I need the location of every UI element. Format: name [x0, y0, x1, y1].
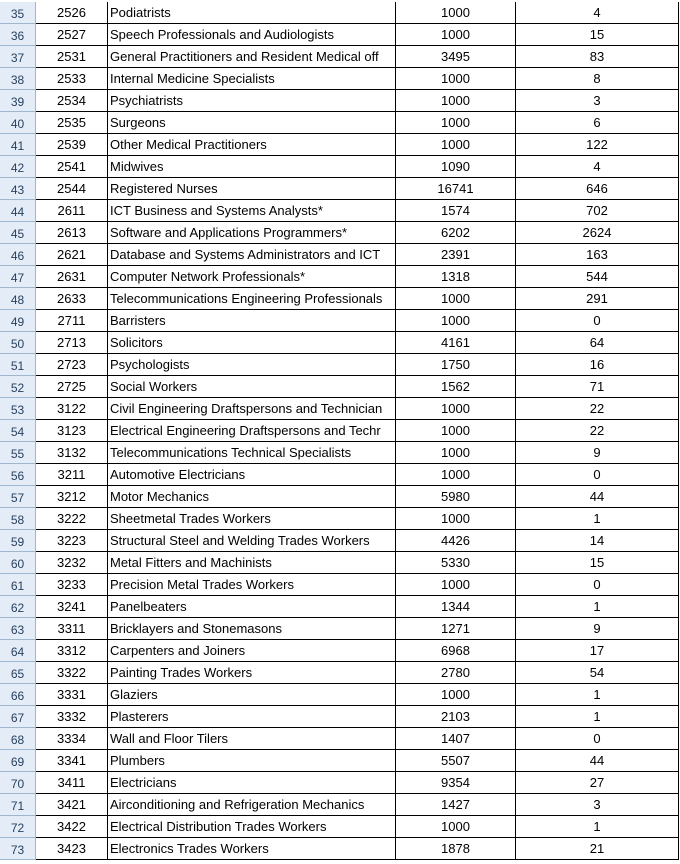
ceiling-value-cell[interactable]: 16741 — [396, 178, 516, 200]
ceiling-value-cell[interactable]: 5330 — [396, 552, 516, 574]
occupation-code-cell[interactable]: 2725 — [36, 376, 108, 398]
occupation-code-cell[interactable]: 2621 — [36, 244, 108, 266]
occupation-name-cell[interactable]: Precision Metal Trades Workers — [108, 574, 396, 596]
occupation-code-cell[interactable]: 3423 — [36, 838, 108, 860]
count-value-cell[interactable]: 64 — [516, 332, 679, 354]
table-row — [0, 46, 680, 68]
row-header[interactable]: 64 — [0, 640, 36, 662]
ceiling-value-cell[interactable]: 1000 — [396, 574, 516, 596]
table-row — [0, 464, 680, 486]
row-header[interactable]: 49 — [0, 310, 36, 332]
ceiling-value-cell[interactable]: 2391 — [396, 244, 516, 266]
occupation-name-cell[interactable]: Solicitors — [108, 332, 396, 354]
count-value-cell[interactable]: 6 — [516, 112, 679, 134]
table-row — [0, 486, 680, 508]
row-header[interactable]: 63 — [0, 618, 36, 640]
occupation-code-cell[interactable]: 3311 — [36, 618, 108, 640]
ceiling-value-cell[interactable]: 1090 — [396, 156, 516, 178]
ceiling-value-cell[interactable]: 1000 — [396, 442, 516, 464]
row-header[interactable]: 67 — [0, 706, 36, 728]
count-value-cell[interactable]: 2624 — [516, 222, 679, 244]
count-value-cell[interactable]: 122 — [516, 134, 679, 156]
occupation-code-cell[interactable]: 2534 — [36, 90, 108, 112]
table-row — [0, 596, 680, 618]
count-value-cell[interactable]: 0 — [516, 464, 679, 486]
ceiling-value-cell[interactable]: 1562 — [396, 376, 516, 398]
occupation-name-cell[interactable]: Wall and Floor Tilers — [108, 728, 396, 750]
ceiling-value-cell[interactable]: 1000 — [396, 816, 516, 838]
table-row — [0, 618, 680, 640]
row-header[interactable]: 61 — [0, 574, 36, 596]
occupation-code-cell[interactable]: 2711 — [36, 310, 108, 332]
table-row — [0, 552, 680, 574]
count-value-cell[interactable]: 1 — [516, 816, 679, 838]
occupation-code-cell[interactable]: 2539 — [36, 134, 108, 156]
ceiling-value-cell[interactable]: 1000 — [396, 288, 516, 310]
occupation-name-cell[interactable]: Automotive Electricians — [108, 464, 396, 486]
ceiling-value-cell[interactable]: 1000 — [396, 508, 516, 530]
occupation-code-cell[interactable]: 2611 — [36, 200, 108, 222]
occupation-code-cell[interactable]: 2631 — [36, 266, 108, 288]
occupation-code-cell[interactable]: 3123 — [36, 420, 108, 442]
occupation-name-cell[interactable]: Midwives — [108, 156, 396, 178]
table-row — [0, 530, 680, 552]
count-value-cell[interactable]: 27 — [516, 772, 679, 794]
ceiling-value-cell[interactable]: 1000 — [396, 134, 516, 156]
row-header[interactable]: 68 — [0, 728, 36, 750]
ceiling-value-cell[interactable]: 1000 — [396, 90, 516, 112]
occupation-name-cell[interactable]: Registered Nurses — [108, 178, 396, 200]
table-row — [0, 112, 680, 134]
table-row — [0, 332, 680, 354]
occupation-code-cell[interactable]: 3232 — [36, 552, 108, 574]
occupation-name-cell[interactable]: Civil Engineering Draftspersons and Technician — [108, 398, 396, 420]
table-row — [0, 134, 680, 156]
occupation-code-cell[interactable]: 3132 — [36, 442, 108, 464]
ceiling-value-cell[interactable]: 1000 — [396, 112, 516, 134]
occupation-name-cell[interactable]: Painting Trades Workers — [108, 662, 396, 684]
occupation-name-cell[interactable]: Podiatrists — [108, 2, 396, 24]
count-value-cell[interactable]: 14 — [516, 530, 679, 552]
table-row — [0, 376, 680, 398]
ceiling-value-cell[interactable]: 1000 — [396, 684, 516, 706]
row-header[interactable]: 73 — [0, 838, 36, 860]
occupation-code-cell[interactable]: 3411 — [36, 772, 108, 794]
occupation-code-cell[interactable]: 3223 — [36, 530, 108, 552]
occupation-name-cell[interactable]: Database and Systems Administrators and ICT — [108, 244, 396, 266]
table-row — [0, 684, 680, 706]
ceiling-value-cell[interactable]: 1407 — [396, 728, 516, 750]
table-row — [0, 838, 680, 860]
ceiling-value-cell[interactable]: 5507 — [396, 750, 516, 772]
ceiling-value-cell[interactable]: 1271 — [396, 618, 516, 640]
row-header[interactable]: 72 — [0, 816, 36, 838]
occupation-code-cell[interactable]: 3122 — [36, 398, 108, 420]
count-value-cell[interactable]: 44 — [516, 750, 679, 772]
occupation-name-cell[interactable]: Structural Steel and Welding Trades Workers — [108, 530, 396, 552]
ceiling-value-cell[interactable]: 1574 — [396, 200, 516, 222]
occupation-name-cell[interactable]: Other Medical Practitioners — [108, 134, 396, 156]
occupation-code-cell[interactable]: 2713 — [36, 332, 108, 354]
occupation-name-cell[interactable]: Panelbeaters — [108, 596, 396, 618]
occupation-name-cell[interactable]: Electrical Engineering Draftspersons and Techr — [108, 420, 396, 442]
occupation-name-cell[interactable]: Software and Applications Programmers* — [108, 222, 396, 244]
count-value-cell[interactable]: 291 — [516, 288, 679, 310]
row-header[interactable]: 40 — [0, 112, 36, 134]
row-header[interactable]: 43 — [0, 178, 36, 200]
table-row — [0, 420, 680, 442]
table-row — [0, 354, 680, 376]
table-row — [0, 442, 680, 464]
ceiling-value-cell[interactable]: 1344 — [396, 596, 516, 618]
occupation-name-cell[interactable]: Motor Mechanics — [108, 486, 396, 508]
occupation-name-cell[interactable]: Glaziers — [108, 684, 396, 706]
row-header[interactable]: 62 — [0, 596, 36, 618]
occupation-code-cell[interactable]: 3322 — [36, 662, 108, 684]
occupation-name-cell[interactable]: Computer Network Professionals* — [108, 266, 396, 288]
occupation-name-cell[interactable]: Electricians — [108, 772, 396, 794]
count-value-cell[interactable]: 163 — [516, 244, 679, 266]
row-header[interactable]: 51 — [0, 354, 36, 376]
row-header[interactable]: 60 — [0, 552, 36, 574]
table-row — [0, 2, 680, 24]
ceiling-value-cell[interactable]: 1000 — [396, 398, 516, 420]
count-value-cell[interactable]: 0 — [516, 728, 679, 750]
table-row — [0, 200, 680, 222]
row-header[interactable]: 65 — [0, 662, 36, 684]
occupation-code-cell[interactable]: 3222 — [36, 508, 108, 530]
occupation-name-cell[interactable]: Telecommunications Technical Specialists — [108, 442, 396, 464]
ceiling-value-cell[interactable]: 1750 — [396, 354, 516, 376]
occupation-code-cell[interactable]: 2535 — [36, 112, 108, 134]
row-header[interactable]: 59 — [0, 530, 36, 552]
occupation-code-cell[interactable]: 2613 — [36, 222, 108, 244]
count-value-cell[interactable]: 22 — [516, 420, 679, 442]
ceiling-value-cell[interactable]: 4426 — [396, 530, 516, 552]
occupation-name-cell[interactable]: Telecommunications Engineering Professionals — [108, 288, 396, 310]
count-value-cell[interactable]: 702 — [516, 200, 679, 222]
count-value-cell[interactable]: 83 — [516, 46, 679, 68]
count-value-cell[interactable]: 15 — [516, 552, 679, 574]
table-row — [0, 794, 680, 816]
occupation-code-cell[interactable]: 3334 — [36, 728, 108, 750]
count-value-cell[interactable]: 646 — [516, 178, 679, 200]
ceiling-value-cell[interactable]: 2780 — [396, 662, 516, 684]
occupation-code-cell[interactable]: 3332 — [36, 706, 108, 728]
row-header[interactable]: 38 — [0, 68, 36, 90]
occupation-code-cell[interactable]: 2723 — [36, 354, 108, 376]
occupation-code-cell[interactable]: 3233 — [36, 574, 108, 596]
table-row — [0, 398, 680, 420]
count-value-cell[interactable]: 17 — [516, 640, 679, 662]
occupation-code-cell[interactable]: 3312 — [36, 640, 108, 662]
row-header[interactable]: 44 — [0, 200, 36, 222]
ceiling-value-cell[interactable]: 5980 — [396, 486, 516, 508]
occupation-name-cell[interactable]: Surgeons — [108, 112, 396, 134]
row-header[interactable]: 55 — [0, 442, 36, 464]
occupation-name-cell[interactable]: General Practitioners and Resident Medical off — [108, 46, 396, 68]
occupation-code-cell[interactable]: 2544 — [36, 178, 108, 200]
row-header[interactable]: 36 — [0, 24, 36, 46]
ceiling-value-cell[interactable]: 9354 — [396, 772, 516, 794]
row-header[interactable]: 35 — [0, 2, 36, 24]
ceiling-value-cell[interactable]: 4161 — [396, 332, 516, 354]
count-value-cell[interactable]: 44 — [516, 486, 679, 508]
ceiling-value-cell[interactable]: 1000 — [396, 464, 516, 486]
count-value-cell[interactable]: 8 — [516, 68, 679, 90]
occupation-name-cell[interactable]: Airconditioning and Refrigeration Mechanics — [108, 794, 396, 816]
row-header[interactable]: 45 — [0, 222, 36, 244]
occupation-code-cell[interactable]: 3212 — [36, 486, 108, 508]
row-header[interactable]: 58 — [0, 508, 36, 530]
occupation-name-cell[interactable]: Metal Fitters and Machinists — [108, 552, 396, 574]
count-value-cell[interactable]: 0 — [516, 574, 679, 596]
ceiling-value-cell[interactable]: 6202 — [396, 222, 516, 244]
table-row — [0, 508, 680, 530]
table-row — [0, 310, 680, 332]
occupation-code-cell[interactable]: 2531 — [36, 46, 108, 68]
row-header[interactable]: 48 — [0, 288, 36, 310]
row-header[interactable]: 57 — [0, 486, 36, 508]
occupation-name-cell[interactable]: Internal Medicine Specialists — [108, 68, 396, 90]
count-value-cell[interactable]: 1 — [516, 706, 679, 728]
count-value-cell[interactable]: 22 — [516, 398, 679, 420]
row-header[interactable]: 71 — [0, 794, 36, 816]
row-header[interactable]: 54 — [0, 420, 36, 442]
spreadsheet-grid — [0, 2, 680, 860]
count-value-cell[interactable]: 4 — [516, 156, 679, 178]
table-row — [0, 156, 680, 178]
row-header[interactable]: 46 — [0, 244, 36, 266]
table-row — [0, 222, 680, 244]
occupation-code-cell[interactable]: 3241 — [36, 596, 108, 618]
table-row — [0, 178, 680, 200]
row-header[interactable]: 66 — [0, 684, 36, 706]
occupation-name-cell[interactable]: Electronics Trades Workers — [108, 838, 396, 860]
ceiling-value-cell[interactable]: 1878 — [396, 838, 516, 860]
table-row — [0, 244, 680, 266]
table-row — [0, 816, 680, 838]
occupation-name-cell[interactable]: Speech Professionals and Audiologists — [108, 24, 396, 46]
ceiling-value-cell[interactable]: 1318 — [396, 266, 516, 288]
table-row — [0, 728, 680, 750]
count-value-cell[interactable]: 0 — [516, 310, 679, 332]
table-row — [0, 266, 680, 288]
table-row — [0, 288, 680, 310]
occupation-code-cell[interactable]: 3421 — [36, 794, 108, 816]
count-value-cell[interactable]: 16 — [516, 354, 679, 376]
ceiling-value-cell[interactable]: 1000 — [396, 24, 516, 46]
count-value-cell[interactable]: 21 — [516, 838, 679, 860]
count-value-cell[interactable]: 1 — [516, 596, 679, 618]
row-header[interactable]: 52 — [0, 376, 36, 398]
row-header[interactable]: 50 — [0, 332, 36, 354]
occupation-name-cell[interactable]: ICT Business and Systems Analysts* — [108, 200, 396, 222]
occupation-code-cell[interactable]: 2533 — [36, 68, 108, 90]
occupation-name-cell[interactable]: Social Workers — [108, 376, 396, 398]
occupation-code-cell[interactable]: 2527 — [36, 24, 108, 46]
row-header[interactable]: 47 — [0, 266, 36, 288]
row-header[interactable]: 53 — [0, 398, 36, 420]
count-value-cell[interactable]: 71 — [516, 376, 679, 398]
table-row — [0, 24, 680, 46]
occupation-code-cell[interactable]: 2633 — [36, 288, 108, 310]
occupation-name-cell[interactable]: Bricklayers and Stonemasons — [108, 618, 396, 640]
count-value-cell[interactable]: 9 — [516, 618, 679, 640]
count-value-cell[interactable]: 3 — [516, 794, 679, 816]
row-header[interactable]: 69 — [0, 750, 36, 772]
row-header[interactable]: 42 — [0, 156, 36, 178]
row-header[interactable]: 41 — [0, 134, 36, 156]
table-row — [0, 640, 680, 662]
table-row — [0, 750, 680, 772]
count-value-cell[interactable]: 3 — [516, 90, 679, 112]
occupation-name-cell[interactable]: Barristers — [108, 310, 396, 332]
occupation-name-cell[interactable]: Carpenters and Joiners — [108, 640, 396, 662]
ceiling-value-cell[interactable]: 1000 — [396, 310, 516, 332]
occupation-name-cell[interactable]: Plasterers — [108, 706, 396, 728]
row-header[interactable]: 70 — [0, 772, 36, 794]
count-value-cell[interactable]: 1 — [516, 508, 679, 530]
count-value-cell[interactable]: 544 — [516, 266, 679, 288]
count-value-cell[interactable]: 9 — [516, 442, 679, 464]
ceiling-value-cell[interactable]: 3495 — [396, 46, 516, 68]
occupation-name-cell[interactable]: Psychiatrists — [108, 90, 396, 112]
row-header[interactable]: 39 — [0, 90, 36, 112]
occupation-name-cell[interactable]: Sheetmetal Trades Workers — [108, 508, 396, 530]
ceiling-value-cell[interactable]: 2103 — [396, 706, 516, 728]
occupation-code-cell[interactable]: 2541 — [36, 156, 108, 178]
ceiling-value-cell[interactable]: 1000 — [396, 68, 516, 90]
row-header[interactable]: 56 — [0, 464, 36, 486]
occupation-code-cell[interactable]: 3341 — [36, 750, 108, 772]
occupation-name-cell[interactable]: Electrical Distribution Trades Workers — [108, 816, 396, 838]
count-value-cell[interactable]: 4 — [516, 2, 679, 24]
table-row — [0, 574, 680, 596]
table-row — [0, 772, 680, 794]
occupation-name-cell[interactable]: Plumbers — [108, 750, 396, 772]
row-header[interactable]: 37 — [0, 46, 36, 68]
count-value-cell[interactable]: 54 — [516, 662, 679, 684]
occupation-code-cell[interactable]: 3331 — [36, 684, 108, 706]
table-row — [0, 706, 680, 728]
ceiling-value-cell[interactable]: 1427 — [396, 794, 516, 816]
occupation-code-cell[interactable]: 2526 — [36, 2, 108, 24]
ceiling-value-cell[interactable]: 1000 — [396, 2, 516, 24]
ceiling-value-cell[interactable]: 6968 — [396, 640, 516, 662]
occupation-name-cell[interactable]: Psychologists — [108, 354, 396, 376]
table-row — [0, 90, 680, 112]
ceiling-value-cell[interactable]: 1000 — [396, 420, 516, 442]
occupation-code-cell[interactable]: 3211 — [36, 464, 108, 486]
count-value-cell[interactable]: 15 — [516, 24, 679, 46]
table-row — [0, 68, 680, 90]
occupation-code-cell[interactable]: 3422 — [36, 816, 108, 838]
table-row — [0, 662, 680, 684]
count-value-cell[interactable]: 1 — [516, 684, 679, 706]
